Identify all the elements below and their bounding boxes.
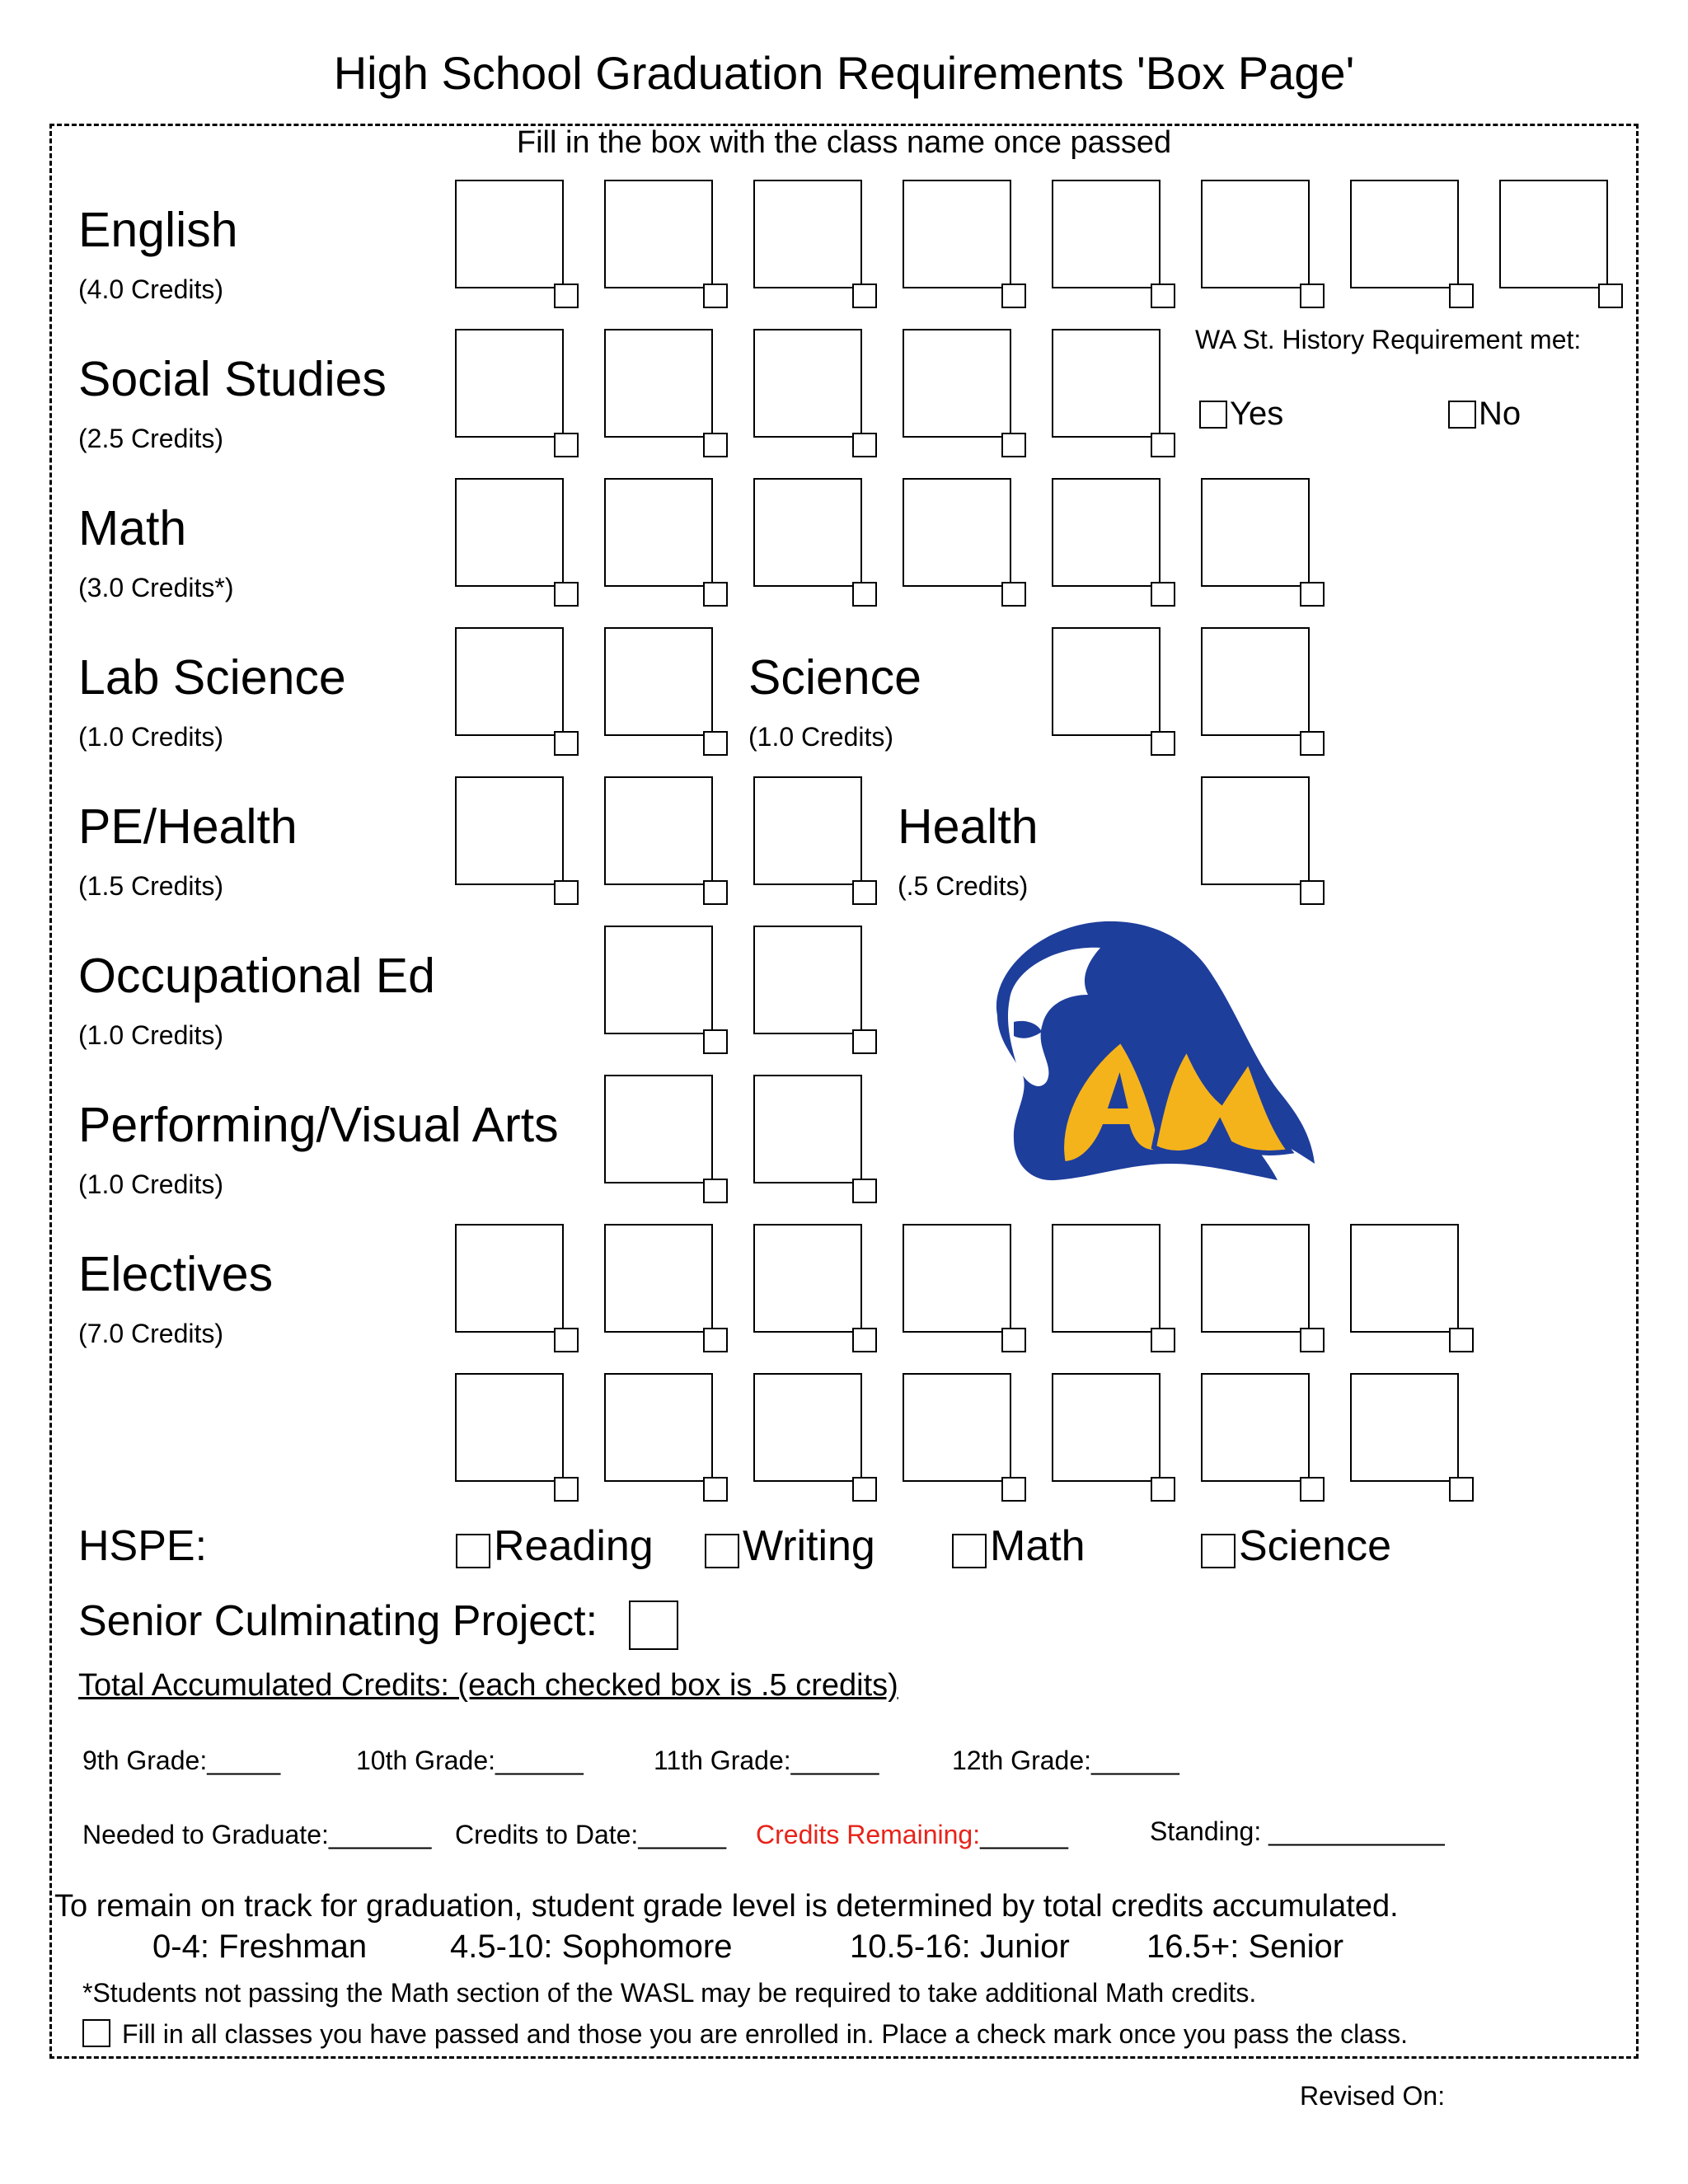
pass-checkbox-english[interactable] [554, 284, 579, 308]
credits-science: (1.0 Credits) [748, 722, 894, 752]
pass-checkbox-social-studies[interactable] [1001, 433, 1026, 457]
pass-checkbox-occupational-ed[interactable] [852, 1029, 877, 1054]
pass-checkbox-english[interactable] [1598, 284, 1623, 308]
pass-checkbox-lab-science[interactable] [554, 731, 579, 756]
class-box-electives[interactable] [903, 1224, 1011, 1333]
pass-checkbox-science[interactable] [1151, 731, 1175, 756]
class-box-pe-health[interactable] [455, 776, 564, 885]
total-credits-heading: Total Accumulated Credits: (each checked box is .5 credits) [78, 1668, 898, 1703]
wa-history-yes-label: Yes [1230, 396, 1284, 432]
subject-science: Science [748, 650, 921, 705]
hspe-science-checkbox[interactable] [1201, 1534, 1236, 1568]
class-box-science[interactable] [1201, 627, 1310, 736]
grade-12-field[interactable]: 12th Grade:______ [952, 1746, 1179, 1775]
class-box-electives[interactable] [753, 1224, 862, 1333]
class-box-social-studies[interactable] [753, 329, 862, 438]
page-title: High School Graduation Requirements 'Box Page' [333, 47, 1355, 99]
hspe-math-checkbox[interactable] [952, 1534, 987, 1568]
class-box-english[interactable] [903, 180, 1011, 288]
hspe-reading-label: Reading [494, 1522, 654, 1570]
pass-checkbox-english[interactable] [1449, 284, 1474, 308]
credits-social-studies: (2.5 Credits) [78, 424, 224, 453]
credits-occupational-ed: (1.0 Credits) [78, 1020, 224, 1050]
class-box-performing-arts[interactable] [753, 1075, 862, 1183]
level-senior: 16.5+: Senior [1146, 1929, 1344, 1965]
credits-remaining-blank: ______ [980, 1820, 1068, 1849]
level-freshman: 0-4: Freshman [152, 1929, 368, 1965]
fill-note-checkbox[interactable] [82, 2019, 110, 2047]
track-note: To remain on track for graduation, student grade level is determined by total credits accumulated. [54, 1889, 1399, 1924]
pass-checkbox-social-studies[interactable] [1151, 433, 1175, 457]
class-box-math[interactable] [455, 478, 564, 587]
pass-checkbox-health[interactable] [1300, 880, 1325, 905]
credits-pe-health: (1.5 Credits) [78, 871, 224, 901]
hspe-reading-checkbox[interactable] [456, 1534, 490, 1568]
credits-lab-science: (1.0 Credits) [78, 722, 224, 752]
class-box-math[interactable] [1052, 478, 1160, 587]
class-box-math[interactable] [1201, 478, 1310, 587]
class-box-occupational-ed[interactable] [753, 926, 862, 1034]
class-box-electives[interactable] [1201, 1373, 1310, 1482]
pass-checkbox-electives[interactable] [1300, 1328, 1325, 1352]
pass-checkbox-electives[interactable] [1300, 1477, 1325, 1502]
class-box-lab-science[interactable] [455, 627, 564, 736]
class-box-social-studies[interactable] [455, 329, 564, 438]
pass-checkbox-electives[interactable] [703, 1477, 728, 1502]
pass-checkbox-electives[interactable] [1001, 1328, 1026, 1352]
subject-performing-arts: Performing/Visual Arts [78, 1098, 559, 1152]
hspe-math-label: Math [990, 1522, 1085, 1570]
level-junior: 10.5-16: Junior [850, 1929, 1070, 1965]
pass-checkbox-pe-health[interactable] [703, 880, 728, 905]
pass-checkbox-math[interactable] [1001, 582, 1026, 607]
credits-electives: (7.0 Credits) [78, 1319, 224, 1348]
pass-checkbox-social-studies[interactable] [852, 433, 877, 457]
wa-history-yes-checkbox[interactable] [1199, 401, 1227, 429]
standing-field[interactable]: Standing: ____________ [1150, 1816, 1445, 1846]
subject-occupational-ed: Occupational Ed [78, 949, 435, 1003]
pass-checkbox-math[interactable] [554, 582, 579, 607]
class-box-electives[interactable] [604, 1373, 713, 1482]
pass-checkbox-pe-health[interactable] [852, 880, 877, 905]
subject-electives: Electives [78, 1247, 274, 1301]
pass-checkbox-social-studies[interactable] [703, 433, 728, 457]
math-footnote: *Students not passing the Math section of the WASL may be required to take additional Math credits. [82, 1978, 1257, 2008]
pass-checkbox-math[interactable] [1300, 582, 1325, 607]
class-box-electives[interactable] [1350, 1224, 1459, 1333]
class-box-social-studies[interactable] [1052, 329, 1160, 438]
credits-math: (3.0 Credits*) [78, 573, 234, 602]
hspe-science-label: Science [1239, 1522, 1391, 1570]
subject-health: Health [898, 799, 1039, 854]
revised-on-label: Revised On: [1300, 2081, 1446, 2111]
class-box-english[interactable] [1350, 180, 1459, 288]
class-box-english[interactable] [1052, 180, 1160, 288]
class-box-math[interactable] [604, 478, 713, 587]
pass-checkbox-english[interactable] [1300, 284, 1325, 308]
pass-checkbox-performing-arts[interactable] [852, 1179, 877, 1203]
credits-english: (4.0 Credits) [78, 274, 224, 304]
class-box-social-studies[interactable] [604, 329, 713, 438]
pass-checkbox-electives[interactable] [1151, 1328, 1175, 1352]
pass-checkbox-english[interactable] [852, 284, 877, 308]
class-box-english[interactable] [1499, 180, 1608, 288]
class-box-electives[interactable] [604, 1224, 713, 1333]
pass-checkbox-english[interactable] [1001, 284, 1026, 308]
senior-project-label: Senior Culminating Project: [78, 1597, 598, 1645]
class-box-electives[interactable] [753, 1373, 862, 1482]
pass-checkbox-electives[interactable] [1001, 1477, 1026, 1502]
pass-checkbox-math[interactable] [852, 582, 877, 607]
subject-math: Math [78, 501, 187, 555]
credits-performing-arts: (1.0 Credits) [78, 1169, 224, 1199]
subject-english: English [78, 203, 238, 257]
pass-checkbox-lab-science[interactable] [703, 731, 728, 756]
class-box-health[interactable] [1201, 776, 1310, 885]
pass-checkbox-electives[interactable] [852, 1328, 877, 1352]
class-box-electives[interactable] [903, 1373, 1011, 1482]
class-box-pe-health[interactable] [604, 776, 713, 885]
grade-10-field[interactable]: 10th Grade:______ [356, 1746, 584, 1775]
class-box-performing-arts[interactable] [604, 1075, 713, 1183]
class-box-english[interactable] [1201, 180, 1310, 288]
class-box-science[interactable] [1052, 627, 1160, 736]
class-box-english[interactable] [753, 180, 862, 288]
lion-head-logo-icon [964, 916, 1319, 1193]
instruction-text: Fill in the box with the class name once passed [516, 125, 1172, 160]
hspe-writing-checkbox[interactable] [705, 1534, 739, 1568]
credits-health: (.5 Credits) [898, 871, 1029, 901]
pass-checkbox-science[interactable] [1300, 731, 1325, 756]
pass-checkbox-english[interactable] [703, 284, 728, 308]
pass-checkbox-electives[interactable] [1449, 1477, 1474, 1502]
wa-history-label: WA St. History Requirement met: [1195, 325, 1582, 354]
credits-remaining-field[interactable] [756, 1820, 1068, 1850]
class-box-english[interactable] [604, 180, 713, 288]
needed-to-graduate-field[interactable]: Needed to Graduate:_______ [82, 1820, 432, 1849]
class-box-electives[interactable] [1052, 1224, 1160, 1333]
grade-11-field[interactable]: 11th Grade:______ [654, 1746, 879, 1775]
pass-checkbox-electives[interactable] [1449, 1328, 1474, 1352]
pass-checkbox-pe-health[interactable] [554, 880, 579, 905]
hspe-writing-label: Writing [743, 1522, 875, 1570]
class-box-electives[interactable] [1350, 1373, 1459, 1482]
pass-checkbox-performing-arts[interactable] [703, 1179, 728, 1203]
class-box-math[interactable] [903, 478, 1011, 587]
class-box-pe-health[interactable] [753, 776, 862, 885]
hspe-label: HSPE: [78, 1522, 208, 1570]
credits-remaining-label: Credits Remaining: [756, 1820, 981, 1849]
class-box-electives[interactable] [1052, 1373, 1160, 1482]
pass-checkbox-math[interactable] [1151, 582, 1175, 607]
class-box-electives[interactable] [1201, 1224, 1310, 1333]
pass-checkbox-math[interactable] [703, 582, 728, 607]
class-box-english[interactable] [455, 180, 564, 288]
pass-checkbox-electives[interactable] [703, 1328, 728, 1352]
pass-checkbox-electives[interactable] [1151, 1477, 1175, 1502]
pass-checkbox-electives[interactable] [852, 1477, 877, 1502]
wa-history-no-label: No [1479, 396, 1522, 432]
level-sophomore: 4.5-10: Sophomore [450, 1929, 733, 1965]
pass-checkbox-electives[interactable] [554, 1328, 579, 1352]
pass-checkbox-social-studies[interactable] [554, 433, 579, 457]
class-box-math[interactable] [753, 478, 862, 587]
class-box-social-studies[interactable] [903, 329, 1011, 438]
pass-checkbox-electives[interactable] [554, 1477, 579, 1502]
credits-to-date-field[interactable]: Credits to Date:______ [455, 1820, 727, 1849]
senior-project-checkbox[interactable] [629, 1601, 678, 1650]
subject-pe-health: PE/Health [78, 799, 298, 854]
grade-9-field[interactable]: 9th Grade:_____ [82, 1746, 281, 1775]
pass-checkbox-english[interactable] [1151, 284, 1175, 308]
class-box-electives[interactable] [455, 1224, 564, 1333]
class-box-electives[interactable] [455, 1373, 564, 1482]
class-box-occupational-ed[interactable] [604, 926, 713, 1034]
subject-lab-science: Lab Science [78, 650, 346, 705]
pass-checkbox-occupational-ed[interactable] [703, 1029, 728, 1054]
class-box-lab-science[interactable] [604, 627, 713, 736]
fill-note: Fill in all classes you have passed and those you are enrolled in. Place a check mark once you pass the class. [122, 2019, 1408, 2049]
subject-social-studies: Social Studies [78, 352, 387, 406]
wa-history-no-checkbox[interactable] [1448, 401, 1476, 429]
